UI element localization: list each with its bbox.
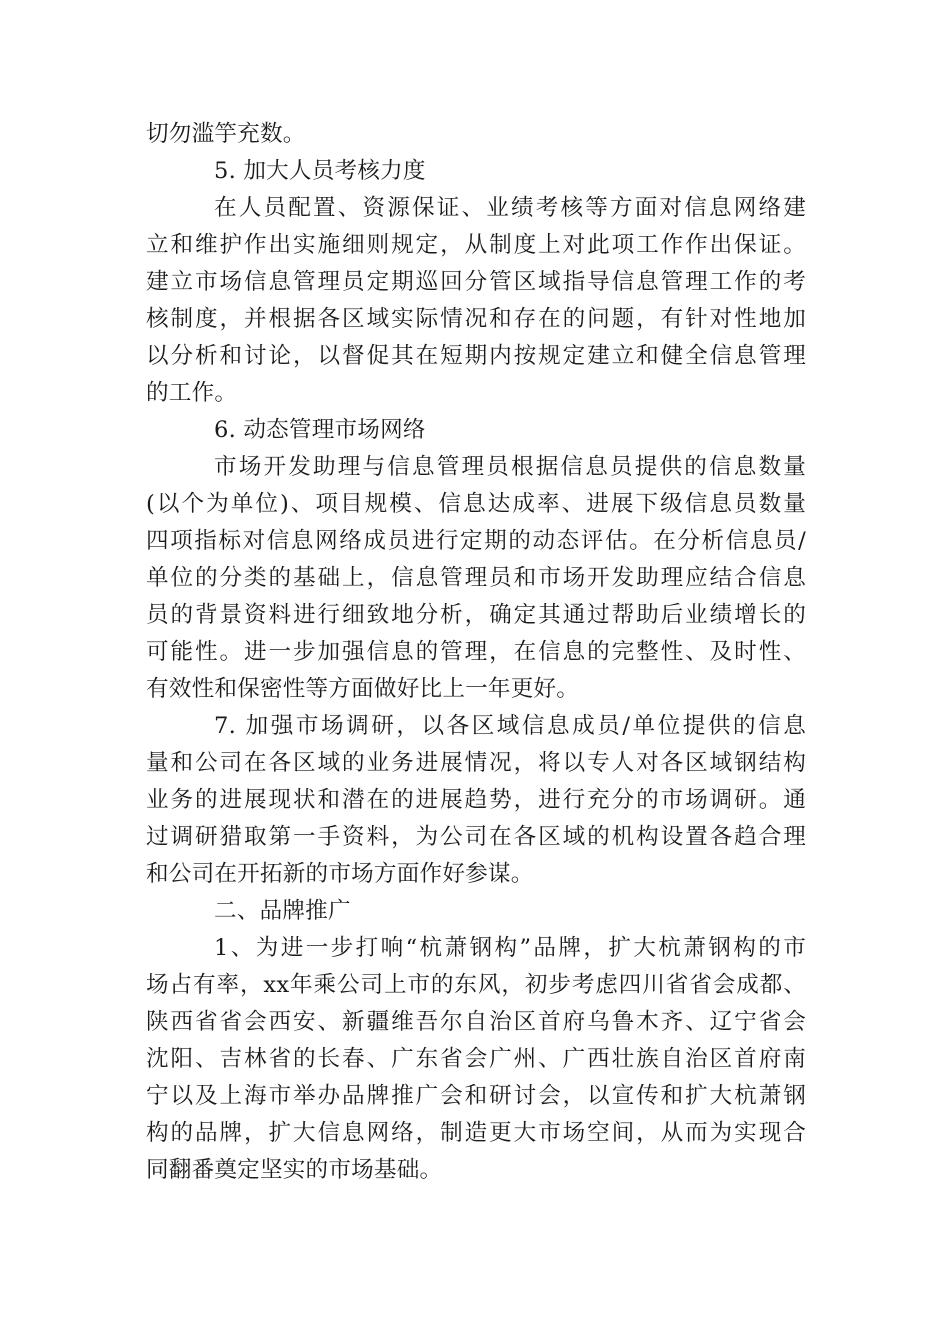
text-line: 沈阳、吉林省的长春、广东省会广州、广西壮族自治区首府南 xyxy=(146,1046,806,1072)
text-line: 过调研猎取第一手资料，为公司在各区域的机构设置各趋合理 xyxy=(146,824,806,850)
document-body xyxy=(146,116,806,1189)
text-line: 有效性和保密性等方面做好比上一年更好。 xyxy=(146,676,580,702)
text-line: 切勿滥竽充数。 xyxy=(146,121,306,147)
text-line: 的工作。 xyxy=(146,380,238,406)
text-line: 陕西省省会西安、新疆维吾尔自治区首府乌鲁木齐、辽宁省会 xyxy=(146,1009,806,1035)
text-line: (以个为单位)、项目规模、信息达成率、进展下级信息员数量 xyxy=(146,491,806,517)
text-line: 建立市场信息管理员定期巡回分管区域指导信息管理工作的考 xyxy=(146,269,806,295)
text-line: 员的背景资料进行细致地分析，确定其通过帮助后业绩增长的 xyxy=(146,602,806,628)
text-line: 量和公司在各区域的业务进展情况，将以专人对各区域钢结构 xyxy=(146,750,806,776)
text-line: 在人员配置、资源保证、业绩考核等方面对信息网络建 xyxy=(214,195,806,221)
text-line: 场占有率，xx年乘公司上市的东风，初步考虑四川省省会成都、 xyxy=(146,972,806,998)
text-line: 二、品牌推广 xyxy=(214,898,351,924)
text-line: 和公司在开拓新的市场方面作好参谋。 xyxy=(146,861,534,887)
text-line: 1、为进一步打响“杭萧钢构”品牌，扩大杭萧钢构的市 xyxy=(214,935,806,961)
text-line: 5. 加大人员考核力度 xyxy=(214,158,426,184)
text-line: 7. 加强市场调研，以各区域信息成员/单位提供的信息 xyxy=(214,713,806,739)
text-line: 单位的分类的基础上，信息管理员和市场开发助理应结合信息 xyxy=(146,565,806,591)
text-line: 四项指标对信息网络成员进行定期的动态评估。在分析信息员/ xyxy=(146,528,806,554)
text-line: 同翻番奠定坚实的市场基础。 xyxy=(146,1157,443,1183)
text-line: 以分析和讨论，以督促其在短期内按规定建立和健全信息管理 xyxy=(146,343,806,369)
text-line: 可能性。进一步加强信息的管理，在信息的完整性、及时性、 xyxy=(146,639,806,665)
text-line: 业务的进展现状和潜在的进展趋势，进行充分的市场调研。通 xyxy=(146,787,806,813)
text-line: 6. 动态管理市场网络 xyxy=(214,417,426,443)
text-line: 市场开发助理与信息管理员根据信息员提供的信息数量 xyxy=(214,454,806,480)
text-line: 构的品牌，扩大信息网络，制造更大市场空间，从而为实现合 xyxy=(146,1120,806,1146)
text-line: 核制度，并根据各区域实际情况和存在的问题，有针对性地加 xyxy=(146,306,806,332)
text-line: 宁以及上海市举办品牌推广会和研讨会，以宣传和扩大杭萧钢 xyxy=(146,1083,806,1109)
text-line: 立和维护作出实施细则规定，从制度上对此项工作作出保证。 xyxy=(146,232,806,258)
